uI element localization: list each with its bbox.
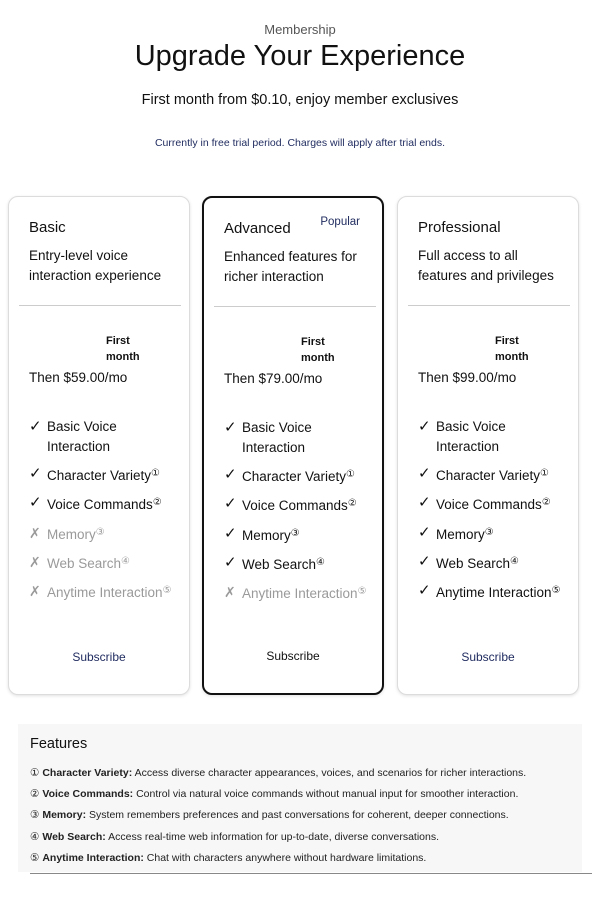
feature-text	[47, 581, 181, 603]
first-month-label: First month	[495, 335, 529, 363]
feature-note-number: ②	[30, 788, 40, 800]
feature-footnote-number: ④	[121, 556, 131, 567]
feature-note	[30, 788, 518, 800]
feature-footnote-number: ①	[540, 468, 550, 479]
feature-note-number: ④	[30, 831, 40, 843]
feature-footnote-number: ③	[484, 527, 494, 538]
feature-note-name: Voice Commands:	[42, 788, 134, 800]
feature-label: Voice Commands	[436, 497, 542, 512]
check-icon: ✓	[418, 553, 431, 570]
check-icon: ✓	[418, 418, 431, 435]
feature-note-name: Character Variety:	[42, 767, 133, 779]
feature-label: Anytime Interaction	[436, 585, 552, 600]
plan-description: Entry-level voice interaction experience	[29, 248, 162, 283]
feature-footnote-number: ③	[95, 527, 105, 538]
feature-note-name: Web Search:	[42, 831, 106, 843]
feature-note-number: ①	[30, 767, 40, 779]
feature-text	[242, 553, 376, 575]
feature-text	[47, 552, 181, 574]
feature-footnote-number: ⑤	[162, 585, 172, 596]
check-icon: ✓	[224, 495, 237, 512]
feature-label: Character Variety	[242, 469, 347, 484]
subscribe-button[interactable]: Subscribe	[266, 649, 320, 663]
feature-text	[242, 582, 376, 604]
feature-text	[47, 523, 181, 545]
feature-text	[436, 552, 570, 574]
feature-text	[47, 493, 181, 515]
feature-text	[242, 465, 376, 487]
plan-price: Then $99.00/mo	[418, 370, 517, 385]
feature-label: Web Search	[47, 556, 122, 571]
feature-note	[30, 852, 426, 864]
feature-label: Memory	[436, 527, 485, 542]
feature-text	[242, 494, 376, 516]
check-icon: ✓	[418, 494, 431, 511]
plan-name: Basic	[29, 219, 66, 236]
plan-card-professional	[397, 196, 579, 695]
check-icon: ✓	[418, 465, 431, 482]
feature-note-desc: Control via natural voice commands without manual input for smoother interaction.	[136, 788, 519, 800]
features-divider	[30, 873, 592, 874]
features-title: Features	[30, 736, 88, 752]
trial-notice: Currently in free trial period. Charges will apply after trial ends.	[154, 137, 446, 149]
cross-icon: ✗	[224, 584, 236, 600]
feature-text	[47, 464, 181, 486]
feature-text	[436, 493, 570, 515]
feature-text	[242, 524, 376, 546]
feature-footnote-number: ②	[541, 497, 551, 508]
plan-card-advanced	[202, 196, 384, 695]
feature-text	[436, 523, 570, 545]
feature-label: Character Variety	[436, 468, 541, 483]
feature-text	[436, 417, 570, 457]
feature-note-number: ⑤	[30, 852, 40, 864]
feature-label: Basic Voice Interaction	[47, 419, 117, 454]
plan-divider	[19, 305, 181, 306]
feature-label: Anytime Interaction	[242, 586, 358, 601]
feature-text	[436, 464, 570, 486]
feature-footnote-number: ②	[347, 498, 357, 509]
feature-note-desc: System remembers preferences and past conversations for coherent, deeper connections.	[89, 809, 509, 821]
check-icon: ✓	[224, 525, 237, 542]
feature-note	[30, 809, 509, 821]
plan-divider	[408, 305, 570, 306]
check-icon: ✓	[29, 418, 42, 435]
membership-eyebrow: Membership	[264, 22, 336, 37]
feature-note-name: Memory:	[42, 809, 87, 821]
feature-label: Character Variety	[47, 468, 152, 483]
feature-label: Memory	[47, 527, 96, 542]
plan-price: Then $79.00/mo	[224, 371, 323, 386]
check-icon: ✓	[224, 466, 237, 483]
feature-label: Memory	[242, 528, 291, 543]
features-panel	[18, 724, 582, 872]
feature-note-name: Anytime Interaction:	[42, 852, 144, 864]
feature-label: Anytime Interaction	[47, 585, 163, 600]
plan-divider	[214, 306, 376, 307]
feature-footnote-number: ①	[151, 468, 161, 479]
feature-footnote-number: ③	[290, 528, 300, 539]
feature-label: Basic Voice Interaction	[436, 419, 506, 454]
plan-description: Full access to all features and privileges	[418, 248, 554, 283]
plan-description: Enhanced features for richer interaction	[224, 249, 357, 284]
feature-label: Voice Commands	[242, 498, 348, 513]
page-subtitle: First month from $0.10, enjoy member exclusives	[141, 92, 459, 108]
feature-text	[436, 581, 570, 603]
feature-label: Web Search	[242, 557, 317, 572]
check-icon: ✓	[418, 582, 431, 599]
feature-footnote-number: ②	[152, 497, 162, 508]
feature-footnote-number: ①	[346, 469, 356, 480]
feature-note	[30, 831, 439, 843]
feature-note-number: ③	[30, 809, 40, 821]
feature-footnote-number: ⑤	[551, 585, 561, 596]
feature-footnote-number: ④	[510, 556, 520, 567]
plan-name: Advanced	[224, 220, 291, 237]
check-icon: ✓	[29, 494, 42, 511]
subscribe-button[interactable]: Subscribe	[72, 650, 126, 664]
feature-note-desc: Access diverse character appearances, voices, and scenarios for richer interactions.	[134, 767, 527, 779]
feature-footnote-number: ⑤	[357, 586, 367, 597]
popular-badge: Popular	[320, 216, 360, 228]
feature-label: Web Search	[436, 556, 511, 571]
check-icon: ✓	[224, 419, 237, 436]
feature-footnote-number: ④	[316, 557, 326, 568]
subscribe-button[interactable]: Subscribe	[461, 650, 515, 664]
plan-card-basic	[8, 196, 190, 695]
feature-text	[47, 417, 181, 457]
first-month-label: First month	[106, 335, 140, 363]
feature-label: Voice Commands	[47, 497, 153, 512]
feature-label: Basic Voice Interaction	[242, 420, 312, 455]
plan-name: Professional	[418, 219, 501, 236]
cross-icon: ✗	[29, 583, 41, 599]
feature-text	[242, 418, 376, 458]
feature-note-desc: Access real-time web information for up-to-date, diverse conversations.	[108, 831, 440, 843]
check-icon: ✓	[224, 554, 237, 571]
feature-note-desc: Chat with characters anywhere without hardware limitations.	[146, 852, 427, 864]
cross-icon: ✗	[29, 554, 41, 570]
first-month-label: First month	[301, 336, 335, 364]
check-icon: ✓	[29, 465, 42, 482]
plan-price: Then $59.00/mo	[29, 370, 128, 385]
cross-icon: ✗	[29, 525, 41, 541]
page-title: Upgrade Your Experience	[134, 40, 466, 72]
feature-note	[30, 767, 526, 779]
check-icon: ✓	[418, 524, 431, 541]
